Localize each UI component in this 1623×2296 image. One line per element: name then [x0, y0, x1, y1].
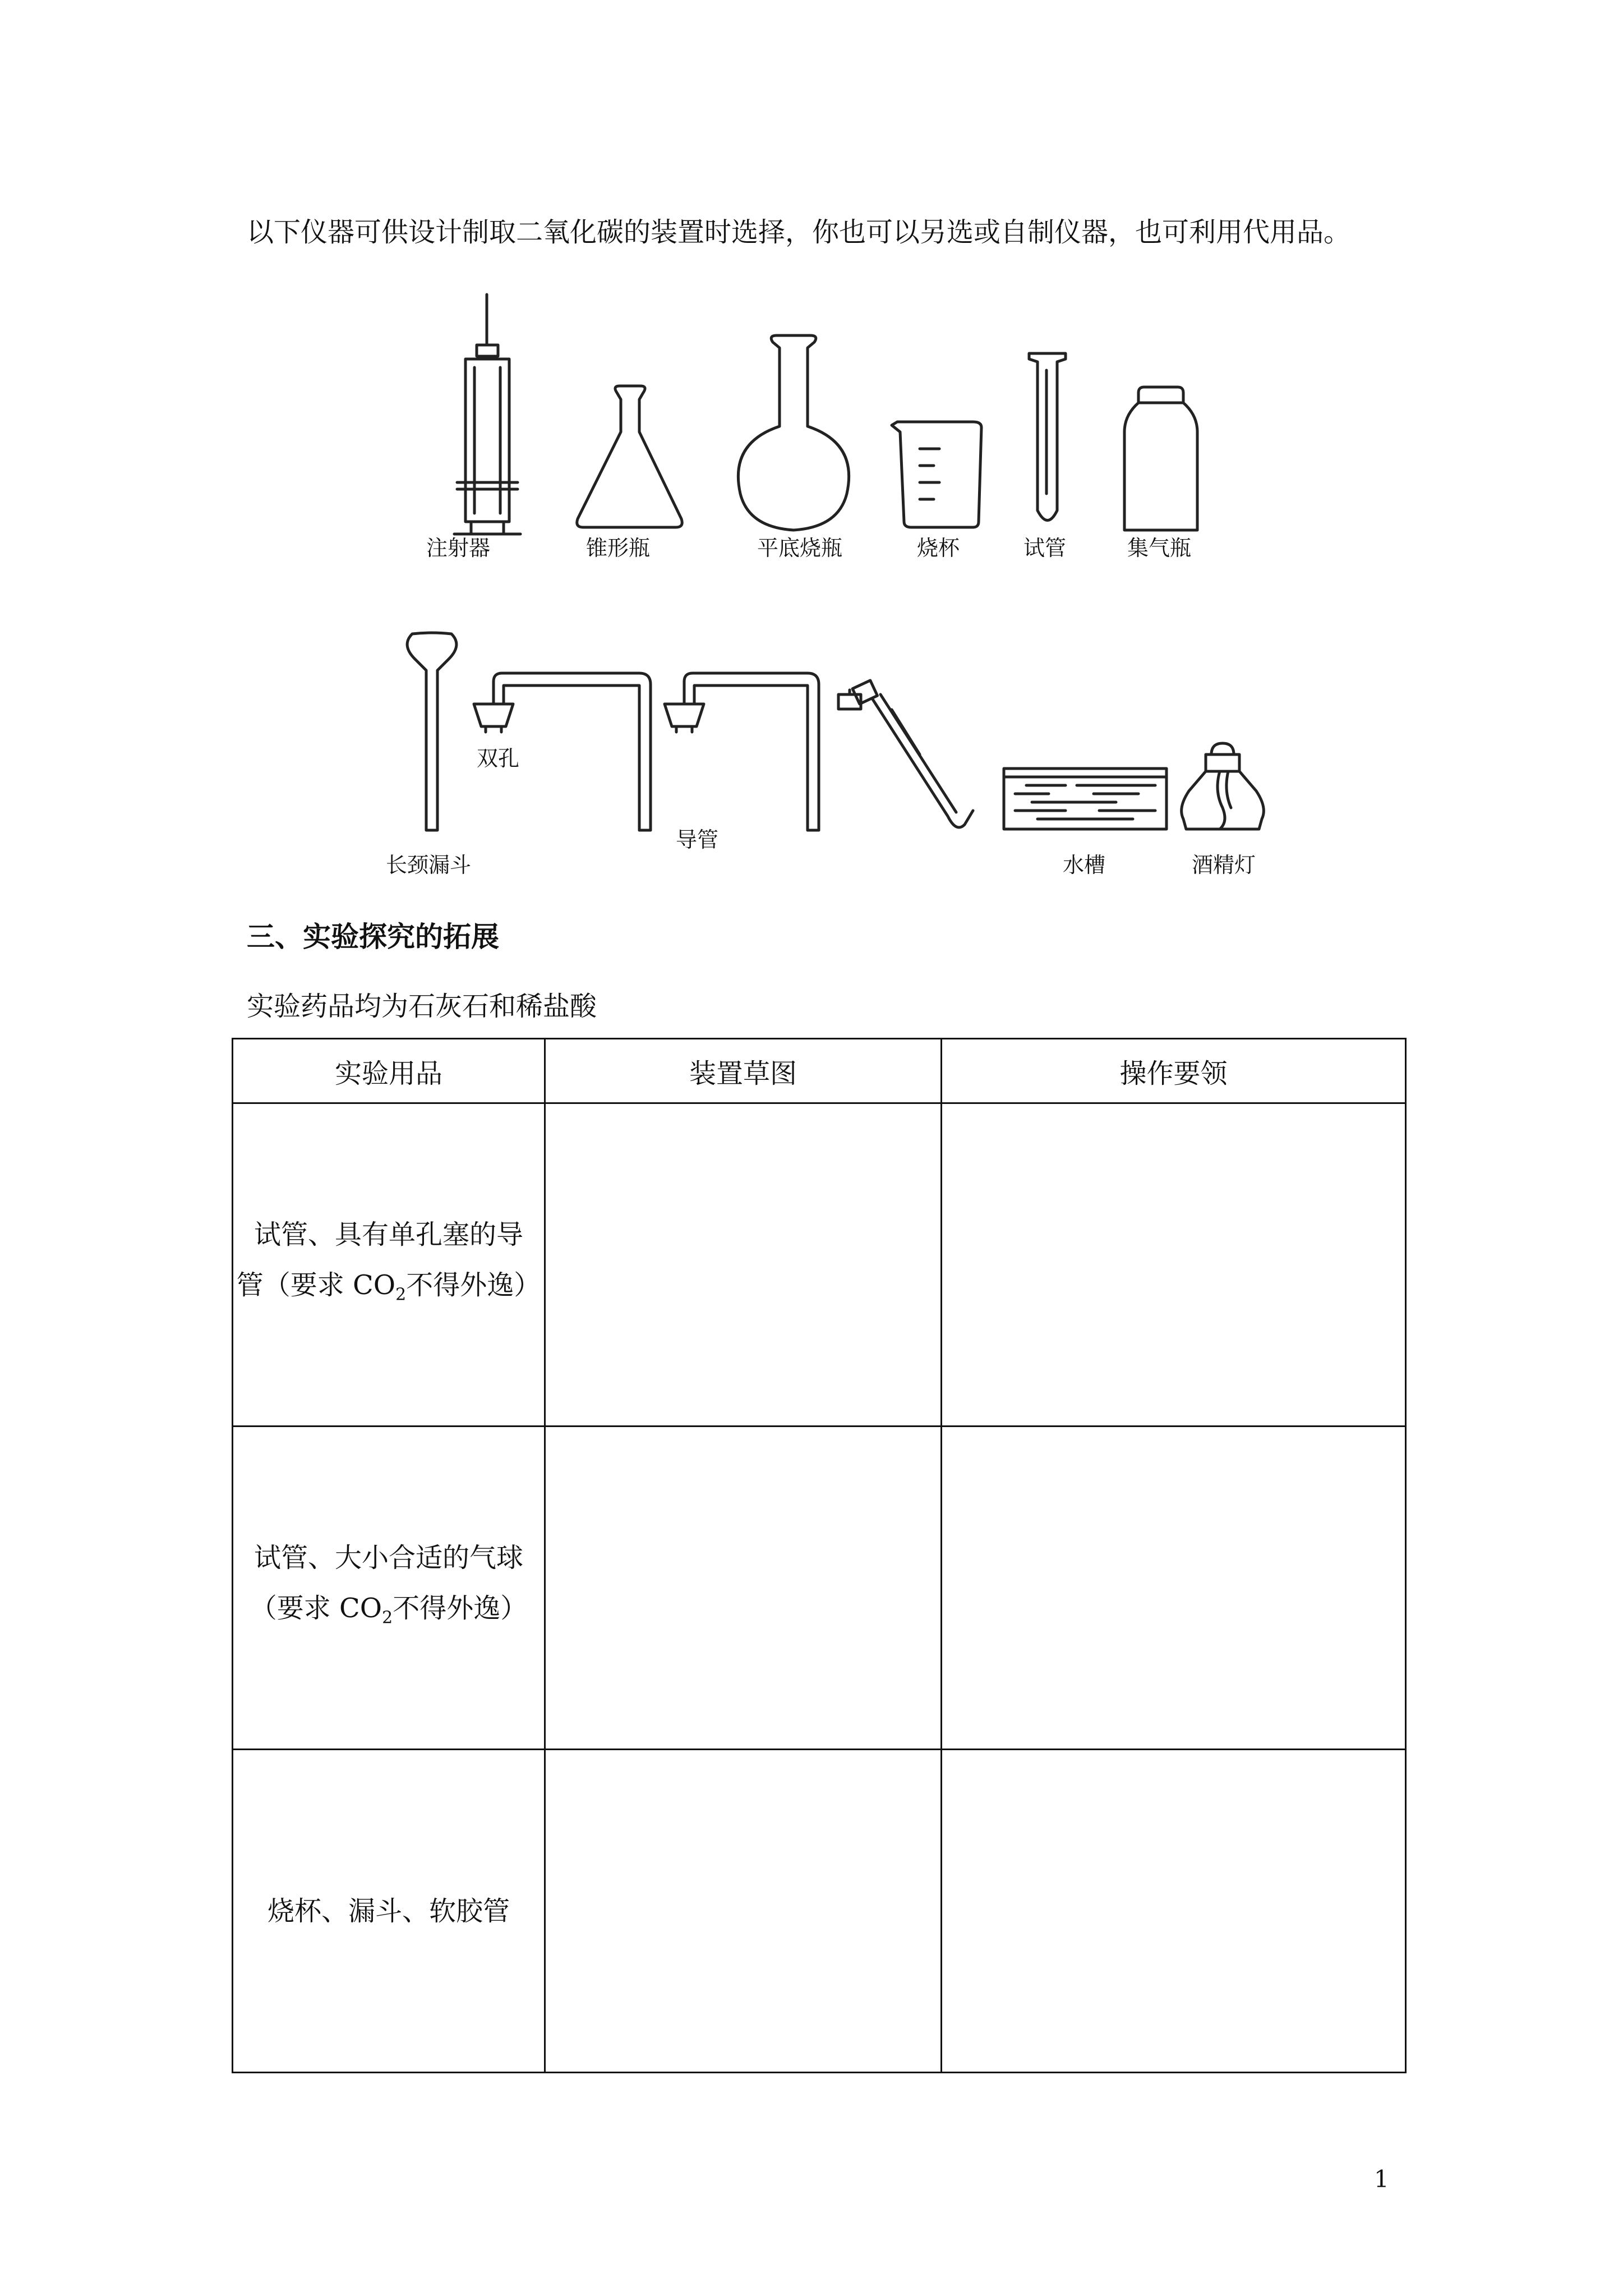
header-materials: 实验用品 [233, 1039, 545, 1103]
materials-line: 试管、大小合适的气球 [253, 1542, 523, 1573]
materials-line: （要求 CO [250, 1592, 382, 1624]
gas-jar-drawing [1124, 387, 1197, 530]
experiment-table [232, 1038, 1407, 2073]
funnel-drawing [407, 633, 457, 830]
sketch-cell[interactable] [545, 1103, 942, 1427]
operation-cell[interactable] [942, 1427, 1406, 1750]
table-row [233, 1427, 1406, 1750]
materials-line: 管（要求 CO [236, 1269, 396, 1301]
trough-drawing [1004, 769, 1166, 829]
materials-line: 烧杯、漏斗、软胶管 [267, 1895, 510, 1927]
header-operation: 操作要领 [942, 1039, 1406, 1103]
conical-flask-label: 锥形瓶 [586, 536, 651, 560]
apparatus-figure [0, 0, 1623, 898]
test-tube-drawing [1029, 353, 1066, 521]
materials-cell [233, 1750, 545, 2073]
materials-line: 不得外逸） [393, 1592, 528, 1624]
intro-text: 以下仪器可供设计制取二氧化碳的装置时选择，你也可以另选或自制仪器，也可利用代用品。 [247, 217, 1351, 248]
beaker-drawing [892, 422, 981, 527]
flat-flask-label: 平底烧瓶 [757, 536, 843, 560]
tube-label: 导管 [676, 827, 719, 852]
table-row [233, 1103, 1406, 1427]
sketch-cell[interactable] [545, 1427, 942, 1750]
section-title: 三、实验探究的拓展 [247, 921, 499, 953]
flat-flask-drawing [738, 335, 849, 530]
delivery-tube-drawing [665, 673, 819, 830]
syringe-drawing [454, 295, 520, 534]
table-header-row [233, 1039, 1406, 1103]
materials-cell [233, 1103, 545, 1427]
materials-note: 实验药品均为石灰石和稀盐酸 [247, 991, 597, 1022]
materials-line: 不得外逸） [406, 1269, 541, 1301]
syringe-label: 注射器 [426, 536, 491, 560]
beaker-label: 烧杯 [917, 536, 960, 560]
conical-flask-drawing [577, 386, 683, 527]
stopper-label: 双孔 [477, 746, 520, 771]
table-row [233, 1750, 1406, 2073]
funnel-label: 长颈漏斗 [386, 853, 472, 877]
bent-tube-drawing [838, 680, 973, 827]
subscript: 2 [382, 1608, 393, 1628]
gas-jar-label: 集气瓶 [1127, 536, 1192, 560]
lamp-label: 酒精灯 [1192, 853, 1256, 877]
header-sketch: 装置草图 [545, 1039, 942, 1103]
operation-cell[interactable] [942, 1750, 1406, 2073]
operation-cell[interactable] [942, 1103, 1406, 1427]
trough-label: 水槽 [1063, 853, 1106, 877]
subscript: 2 [395, 1285, 407, 1305]
page-number: 1 [1374, 2165, 1389, 2193]
test-tube-label: 试管 [1023, 536, 1067, 560]
sketch-cell[interactable] [545, 1750, 942, 2073]
lamp-drawing [1182, 743, 1264, 829]
materials-cell [233, 1427, 545, 1750]
materials-line: 试管、具有单孔塞的导 [253, 1218, 523, 1250]
